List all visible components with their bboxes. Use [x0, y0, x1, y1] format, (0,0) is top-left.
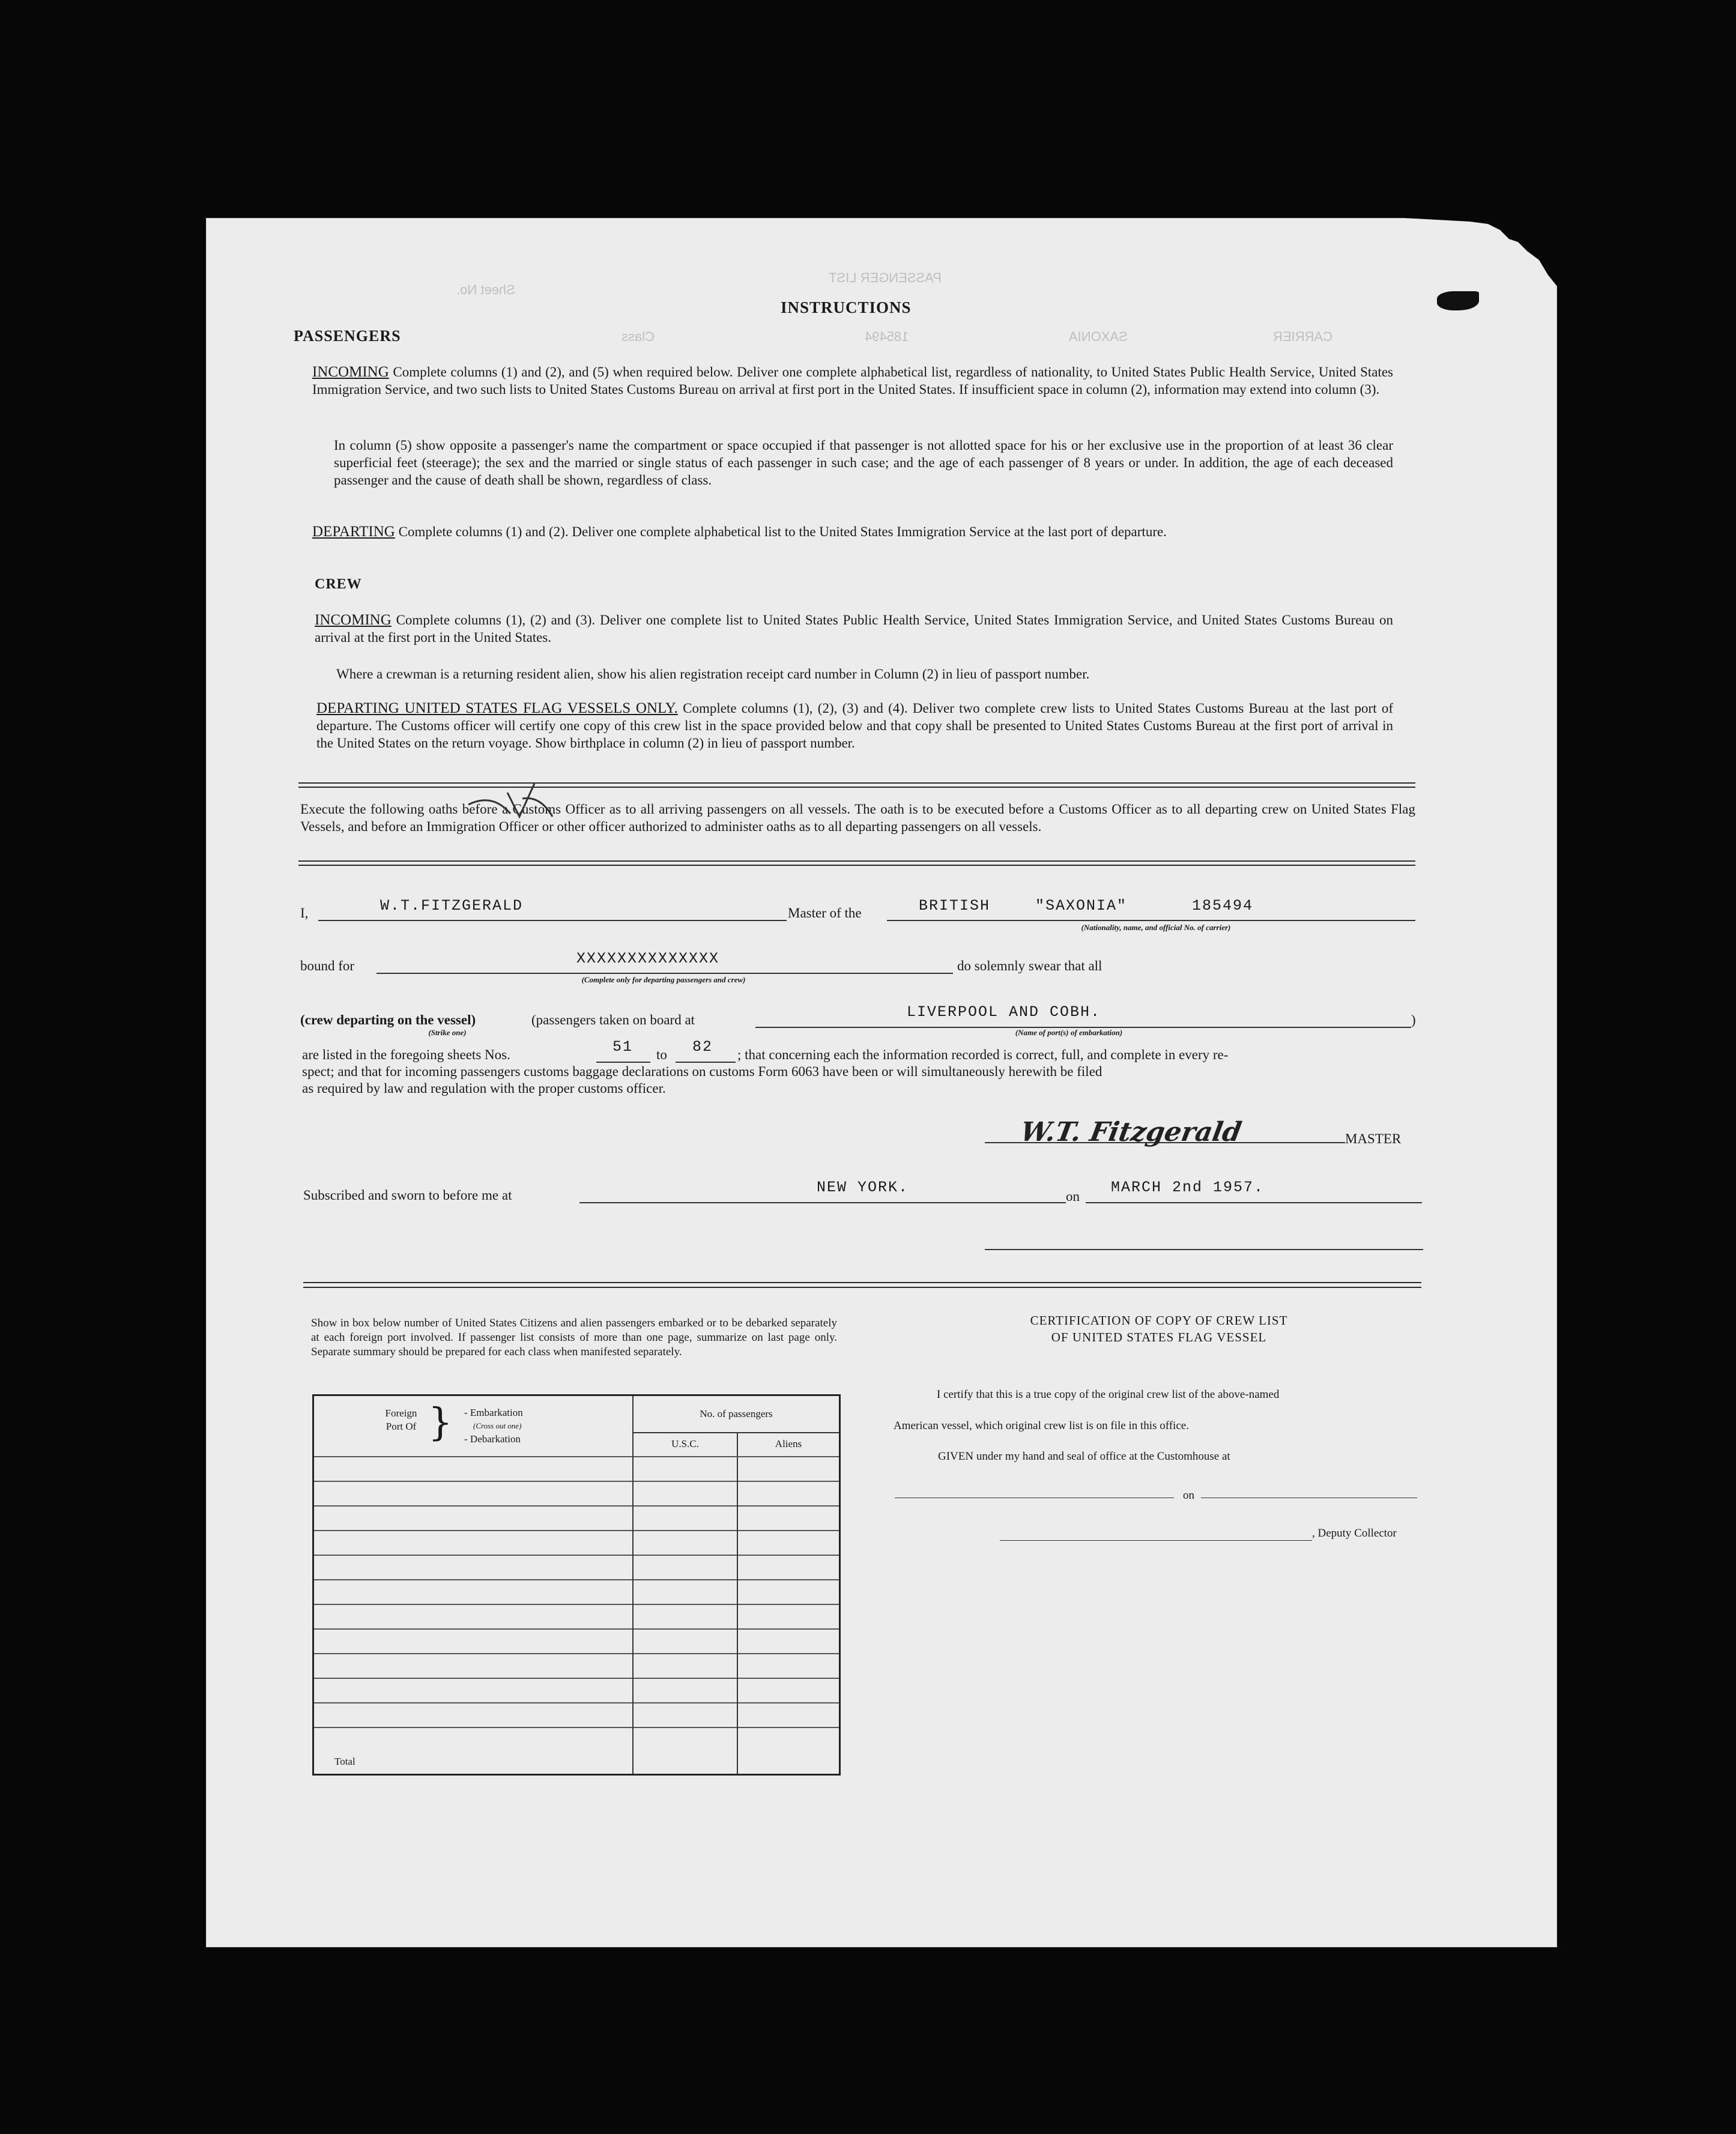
- usc-cell[interactable]: [633, 1531, 737, 1555]
- bleed-through-class: Class: [622, 329, 655, 344]
- passengers-departing-text: Complete columns (1) and (2). Deliver one complete alphabetical list to the United States Immigration Service at the last port of departure.: [398, 524, 1167, 539]
- crew-departing-label: DEPARTING UNITED STATES FLAG VESSELS ONLY.: [316, 700, 678, 716]
- usc-cell[interactable]: [633, 1629, 737, 1654]
- crew-heading: CREW: [315, 576, 362, 592]
- certification-line3: GIVEN under my hand and seal of office at the Customhouse at: [938, 1450, 1230, 1463]
- certification-title: [889, 1312, 1429, 1346]
- carrier-nationality: BRITISH: [919, 897, 991, 914]
- crew-resident-text: Where a crewman is a returning resident alien, show his alien registration receipt card number in Column (2) in lieu of passport number.: [336, 666, 1090, 682]
- summary-instruction: Show in box below number of United States Citizens and alien passengers embarked or to be debarked separately at each foreign port involved. If passenger list consists of more than one page, summarize on last page only. Separate summary should be prepared for each class when manifested separately.: [311, 1317, 837, 1358]
- aliens-cell[interactable]: [737, 1703, 840, 1727]
- ports-row: [313, 1678, 840, 1703]
- debarkation-label: - Debarkation: [464, 1433, 521, 1445]
- usc-cell[interactable]: [633, 1555, 737, 1580]
- aliens-cell[interactable]: [737, 1580, 840, 1604]
- ports-row: [313, 1703, 840, 1727]
- sworn-place: NEW YORK.: [817, 1179, 909, 1196]
- certification-date-line: [1201, 1486, 1417, 1498]
- port-cell[interactable]: [313, 1555, 634, 1580]
- total-usc-cell[interactable]: [633, 1727, 737, 1775]
- port-cell[interactable]: [313, 1481, 634, 1506]
- ports-table-header: [313, 1395, 840, 1457]
- passengers-incoming-label: INCOMING: [312, 364, 389, 380]
- bleed-through-sheet-no: Sheet No.: [456, 282, 515, 297]
- port-cell[interactable]: [313, 1457, 634, 1481]
- double-rule-bottom-2: [298, 865, 1415, 866]
- master-signature: W.T. Fitzgerald: [1018, 1117, 1244, 1147]
- section-divider-2: [303, 1287, 1421, 1288]
- sheets-label: are listed in the foregoing sheets Nos.: [302, 1047, 510, 1062]
- usc-cell[interactable]: [633, 1678, 737, 1703]
- bound-for-caption: (Complete only for departing passengers and crew): [581, 975, 746, 984]
- ports-row: [313, 1531, 840, 1555]
- master-name: W.T.FITZGERALD: [380, 897, 524, 914]
- to-label: to: [656, 1047, 667, 1062]
- usc-label: U.S.C.: [671, 1438, 699, 1449]
- check-mark-scribble: [462, 781, 570, 835]
- certification-title-line1: CERTIFICATION OF COPY OF CREW LIST: [1030, 1313, 1288, 1328]
- aliens-cell[interactable]: [737, 1629, 840, 1654]
- ports-row: [313, 1457, 840, 1481]
- ports-row: [313, 1580, 840, 1604]
- crew-departing-text: (crew departing on the vessel): [300, 1012, 476, 1027]
- passengers-incoming-text: Complete columns (1) and (2), and (5) when required below. Deliver one complete alphabetical list, regardless of nationality, to United States Public Health Service, United States Immigration Service, and two such lists to United States Customs Bureau on arrival at first port in the United States. If insufficient space in column (2), information may extend into column (3).: [312, 364, 1394, 397]
- strike-one-caption: (Strike one): [428, 1028, 467, 1037]
- embarkation-label: - Embarkation: [464, 1407, 523, 1418]
- certification-title-line2: OF UNITED STATES FLAG VESSEL: [1051, 1330, 1267, 1344]
- passengers-heading: PASSENGERS: [294, 327, 401, 345]
- total-row: [313, 1727, 840, 1775]
- sheets-text-line3: as required by law and regulation with the proper customs officer.: [302, 1081, 666, 1096]
- bleed-through-number: 185494: [865, 329, 909, 344]
- header-split-rule: [634, 1432, 839, 1433]
- instructions-title: INSTRUCTIONS: [781, 298, 912, 316]
- usc-cell[interactable]: [633, 1457, 737, 1481]
- carrier-official-no: 185494: [1192, 897, 1254, 914]
- ports-row: [313, 1654, 840, 1678]
- usc-cell[interactable]: [633, 1703, 737, 1727]
- ports-row: [313, 1604, 840, 1629]
- passengers-taken-label: (passengers taken on board at: [531, 1012, 695, 1027]
- no-passengers-label: No. of passengers: [700, 1408, 773, 1419]
- total-label: Total: [334, 1756, 355, 1767]
- total-label-cell: [313, 1727, 634, 1775]
- ports-row: [313, 1629, 840, 1654]
- bound-for-label: bound for: [300, 958, 355, 973]
- master-label: MASTER: [1345, 1131, 1402, 1146]
- port-column-header: [313, 1395, 634, 1457]
- port-cell[interactable]: [313, 1629, 634, 1654]
- sheets-text-line2: spect; and that for incoming passengers customs baggage declarations on customs Form 6063 have been or will simultaneously herewith be filed: [302, 1064, 1102, 1079]
- passengers-column5-text: In column (5) show opposite a passenger's name the compartment or space occupied if that passenger is not allotted space for his or her exclusive use in the proportion of at least 36 clear superficial feet (steerage); the sex and the married or single status of each passenger in such case; and the age of each passenger of 8 years or under. In addition, the age of each deceased passenger and the cause of death shall be shown, regardless of class.: [334, 438, 1393, 488]
- oath-i-label: I,: [300, 905, 309, 920]
- carrier-caption: (Nationality, name, and official No. of carrier): [1081, 923, 1231, 932]
- crew-incoming-block: [315, 611, 1393, 646]
- hole-punch-mark: [1437, 291, 1479, 310]
- aliens-cell[interactable]: [737, 1531, 840, 1555]
- certification-on-label: on: [1183, 1489, 1194, 1502]
- ports-row: [313, 1506, 840, 1531]
- crew-departing-block: [316, 700, 1393, 752]
- sheet-to: 82: [692, 1038, 713, 1056]
- oath-instruction-text: Execute the following oaths before a Customs Officer as to all arriving passengers on all vessels. The oath is to be executed before a Customs Officer as to all departing crew on United States Flag Vessels, and before an Immigration Officer or other officer authorized to administer oaths as to all departing passengers on all vessels.: [300, 802, 1415, 834]
- aliens-label: Aliens: [775, 1438, 802, 1449]
- embark-port-value: LIVERPOOL AND COBH.: [907, 1003, 1101, 1021]
- master-of-label: Master of the: [788, 905, 862, 920]
- port-cell[interactable]: [313, 1506, 634, 1531]
- deputy-collector-label: , Deputy Collector: [1312, 1527, 1397, 1540]
- close-paren: ): [1411, 1012, 1416, 1027]
- aliens-cell[interactable]: [737, 1457, 840, 1481]
- crew-departing-label: [300, 1012, 476, 1028]
- usc-cell[interactable]: [633, 1580, 737, 1604]
- bleed-through-carrier: CARRIER: [1273, 329, 1333, 344]
- port-cell[interactable]: [313, 1604, 634, 1629]
- aliens-cell[interactable]: [737, 1506, 840, 1531]
- no-passengers-header: [633, 1395, 840, 1457]
- sheets-text-rest: ; that concerning each the information recorded is correct, full, and complete in every re-: [737, 1047, 1229, 1062]
- swear-label: do solemnly swear that all: [957, 958, 1102, 973]
- usc-cell[interactable]: [633, 1481, 737, 1506]
- ports-row: [313, 1555, 840, 1580]
- crew-departing-text: Complete columns (1), (2), (3) and (4). Deliver two complete crew lists to United States Customs Bureau at the last port of departure. The Customs officer will certify one copy of this crew list in the space provided below and that copy shall be presented to United States Customs Bureau at the first port of arrival in the United States on the return voyage. Show birthplace in column (2) in lieu of passport number.: [316, 701, 1394, 751]
- certification-place-line: [895, 1486, 1174, 1498]
- port-brace: }: [428, 1400, 453, 1445]
- passengers-departing-label: DEPARTING: [312, 524, 395, 540]
- usc-cell[interactable]: [633, 1604, 737, 1629]
- sworn-date: MARCH 2nd 1957.: [1111, 1179, 1265, 1196]
- port-cell[interactable]: [313, 1654, 634, 1678]
- port-cell[interactable]: [313, 1531, 634, 1555]
- usc-cell[interactable]: [633, 1506, 737, 1531]
- aliens-cell[interactable]: [737, 1654, 840, 1678]
- ports-row: [313, 1481, 840, 1506]
- deputy-signature-line: [1000, 1528, 1312, 1541]
- aliens-cell[interactable]: [737, 1604, 840, 1629]
- port-cell[interactable]: [313, 1678, 634, 1703]
- total-aliens-cell[interactable]: [737, 1727, 840, 1775]
- torn-corner: [1404, 218, 1560, 290]
- certification-line1: I certify that this is a true copy of the original crew list of the above-named: [937, 1388, 1280, 1401]
- usc-cell[interactable]: [633, 1654, 737, 1678]
- carrier-vessel-name: "SAXONIA": [1035, 897, 1128, 914]
- sworn-on-label: on: [1066, 1189, 1080, 1204]
- cross-out-label: (Cross out one): [473, 1421, 522, 1430]
- passengers-incoming-block: [312, 363, 1393, 398]
- crew-incoming-label: INCOMING: [315, 612, 392, 628]
- aliens-cell[interactable]: [737, 1481, 840, 1506]
- section-divider-1: [303, 1282, 1421, 1283]
- double-rule-bottom-1: [298, 860, 1415, 862]
- passengers-departing-block: [312, 523, 1393, 540]
- sheet-from: 51: [612, 1038, 634, 1056]
- bleed-through-title: PASSENGER LIST: [829, 270, 942, 285]
- port-cell[interactable]: [313, 1580, 634, 1604]
- subscribed-label: Subscribed and sworn to before me at: [303, 1188, 512, 1203]
- certification-line2: American vessel, which original crew list is on file in this office.: [894, 1419, 1189, 1432]
- bound-for-value: XXXXXXXXXXXXXX: [576, 950, 720, 967]
- port-cell[interactable]: [313, 1703, 634, 1727]
- foreign-port-label: Foreign Port Of: [385, 1407, 417, 1432]
- crew-incoming-text: Complete columns (1), (2) and (3). Deliver one complete list to United States Public Health Service, United States Immigration Service, and United States Customs Bureau on arrival at the first port in the United States.: [315, 612, 1393, 645]
- aliens-cell[interactable]: [737, 1555, 840, 1580]
- aliens-cell[interactable]: [737, 1678, 840, 1703]
- officer-signature-line: [985, 1231, 1423, 1250]
- bleed-through-ship: SAXONIA: [1069, 329, 1128, 344]
- ports-summary-table: [312, 1394, 841, 1776]
- embark-port-caption: (Name of port(s) of embarkation): [1015, 1028, 1123, 1037]
